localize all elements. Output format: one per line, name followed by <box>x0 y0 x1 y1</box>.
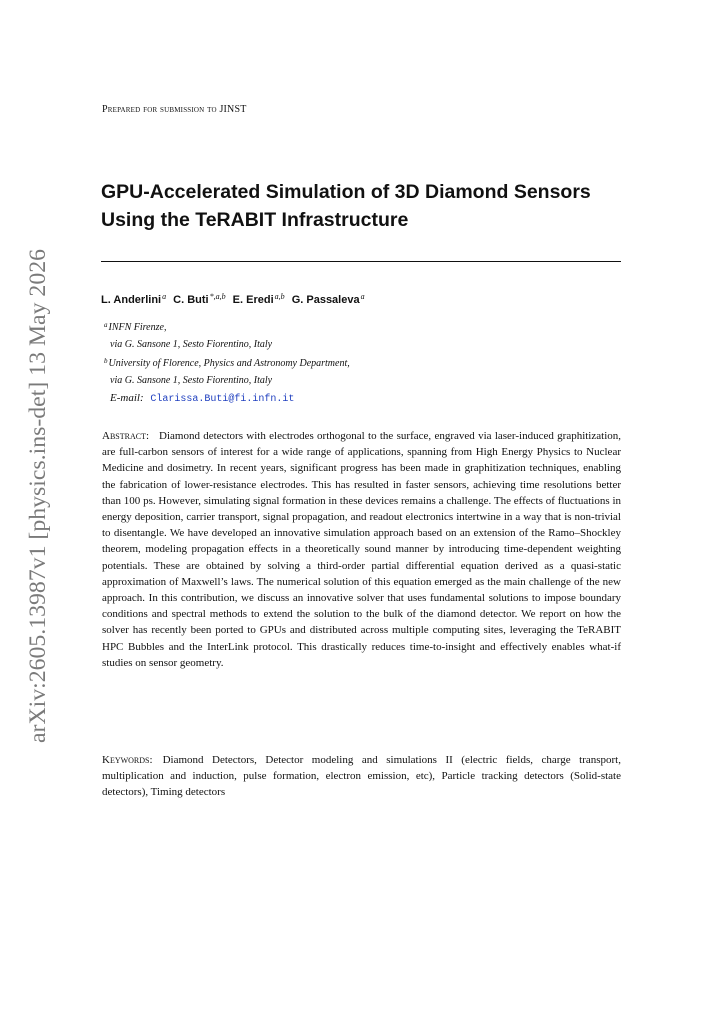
abstract-text: Diamond detectors with electrodes orthogonal to the surface, engraved via laser-induced graphitization, are full-carbon sensors of interest for a wide range of applications, spanning from High Energy Physics to Nuclear Medicine and dosimetry. In recent years, significant progress has been made in graphitization techniques, enabling the fabrication of lower-resistance electrodes. This has resulted in faster sensors, achieving time resolutions better than 100 ps. However, simulating signal formation in these devices remains a challenge. The effects of fluctuations in energy deposition, carrier transport, signal propagation, and readout electronics intertwine in a way that is non-trivial to disentangle. We have developed an innovative simulation approach based on an extension of the Ramo–Shockley theorem, modeling propagation effects in a theoretically sound manner by introducing time-dependent weighting potentials. These are obtained by solving a third-order partial differential equation derived as a quasi-static approximation of Maxwell’s laws. The numerical solution of this equation emerged as the main challenge of the new approach. In this contribution, we discuss an innovative solver that uses fundamental solutions to impose boundary conditions and spectral methods to extend the solution to the bulk of the diamond detector. We report on how the solver has recently been ported to GPUs and distributed across multiple computing sites, leveraging the TeRABIT HPC Bubbles and the InterLink protocol. This drastically reduces time-to-insight and effectively enables what-if studies on sensor geometry. <box>102 430 621 669</box>
keywords-heading: Keywords: <box>102 754 153 766</box>
affiliation-list <box>104 317 350 389</box>
arxiv-stamp-text: arXiv:2605.13987v1 [physics.ins-det] 13 May 2026 <box>25 254 51 743</box>
author-affiliation-mark: *,a,b <box>209 292 226 301</box>
email-link[interactable]: Clarissa.Buti@fi.infn.it <box>150 394 295 405</box>
paper-title-line-1: GPU-Accelerated Simulation of 3D Diamond Sensors <box>101 181 591 203</box>
author-name: L. Anderlini <box>101 294 162 306</box>
author-name: C. Buti <box>173 294 209 306</box>
submission-note <box>102 104 247 115</box>
paper-title-line-2: Using the TeRABIT Infrastructure <box>101 209 409 231</box>
submission-journal: JINST <box>219 104 247 115</box>
affiliation-address: via G. Sansone 1, Sesto Fiorentino, Italy <box>110 338 273 350</box>
author-name: E. Eredi <box>232 294 274 306</box>
affiliation-line <box>104 317 350 337</box>
abstract-heading: Abstract: <box>102 430 150 442</box>
affiliation-line <box>104 353 350 373</box>
author-name: G. Passaleva <box>291 294 360 306</box>
email-label: E-mail: <box>110 392 144 404</box>
affiliation-address: via G. Sansone 1, Sesto Fiorentino, Italy <box>110 374 273 386</box>
author-affiliation-mark: a <box>360 292 365 301</box>
title-rule <box>101 261 621 262</box>
arxiv-stamp-svg <box>18 248 54 743</box>
arxiv-stamp <box>18 248 54 743</box>
affiliation-institution: INFN Firenze, <box>108 322 167 333</box>
affiliation-mark: a <box>104 321 108 329</box>
affiliation-mark: b <box>104 357 108 365</box>
paper-title <box>101 178 621 234</box>
affiliation-institution: University of Florence, Physics and Astronomy Department, <box>108 358 350 369</box>
author-list <box>101 292 369 306</box>
contact-email <box>110 392 294 405</box>
abstract <box>102 428 621 671</box>
keywords-text: Diamond Detectors, Detector modeling and simulations II (electric fields, charge transport, multiplication and induction, pulse formation, electron emission, etc), Particle tracking detectors (Solid-state detectors), Timing detectors <box>102 754 621 799</box>
author-affiliation-mark: a,b <box>274 292 285 301</box>
author-affiliation-mark: a <box>162 292 167 301</box>
keywords <box>102 752 621 801</box>
submission-note-prefix: Prepared for submission to <box>102 104 217 115</box>
